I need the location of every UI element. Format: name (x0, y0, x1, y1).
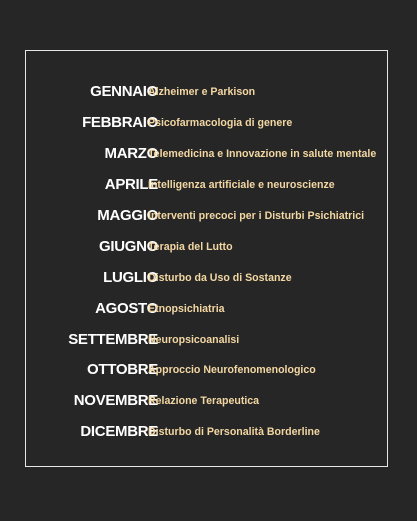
month-label: NOVEMBRE (73, 392, 158, 409)
schedule-row-settembre (26, 328, 389, 352)
schedule-row-maggio (26, 204, 389, 228)
schedule-row-giugno (26, 235, 389, 259)
topic-label: Relazione Terapeutica (148, 395, 260, 407)
topic-label: Intelligenza artificiale e neuroscienze (148, 179, 335, 191)
topic-label: Psicofarmacologia di genere (148, 117, 293, 129)
schedule-row-febbraio (26, 111, 389, 135)
month-label: MARZO (104, 145, 158, 162)
topic-label: Approccio Neurofenomenologico (148, 364, 316, 376)
month-label: FEBBRAIO (82, 114, 158, 131)
month-label: GENNAIO (90, 83, 158, 100)
schedule-row-marzo (26, 142, 389, 166)
month-label: AGOSTO (95, 300, 158, 317)
topic-label: Etnopsichiatria (148, 303, 225, 315)
schedule-row-ottobre (26, 358, 389, 382)
schedule-row-gennaio (26, 80, 389, 104)
month-label: APRILE (104, 176, 158, 193)
topic-label: Interventi precoci per i Disturbi Psichiatrici (148, 210, 365, 222)
topic-label: Disturbo da Uso di Sostanze (148, 272, 292, 284)
topic-label: Alzheimer e Parkison (148, 86, 256, 98)
month-label: OTTOBRE (87, 361, 158, 378)
month-label: DICEMBRE (80, 423, 158, 440)
topic-label: Terapia del Lutto (148, 241, 233, 253)
month-label: MAGGIO (97, 207, 158, 224)
topic-label: Telemedicina e Innovazione in salute mentale (148, 148, 377, 160)
schedule-row-agosto (26, 297, 389, 321)
schedule-row-aprile (26, 173, 389, 197)
schedule-row-novembre (26, 389, 389, 413)
topic-label: Neuropsicoanalisi (148, 334, 240, 346)
schedule-frame (25, 50, 388, 467)
month-label: GIUGNO (98, 238, 158, 255)
schedule-row-luglio (26, 266, 389, 290)
month-label: LUGLIO (103, 269, 158, 286)
month-label: SETTEMBRE (68, 331, 158, 348)
schedule-row-dicembre (26, 420, 389, 444)
topic-label: Disturbo di Personalità Borderline (148, 426, 320, 438)
